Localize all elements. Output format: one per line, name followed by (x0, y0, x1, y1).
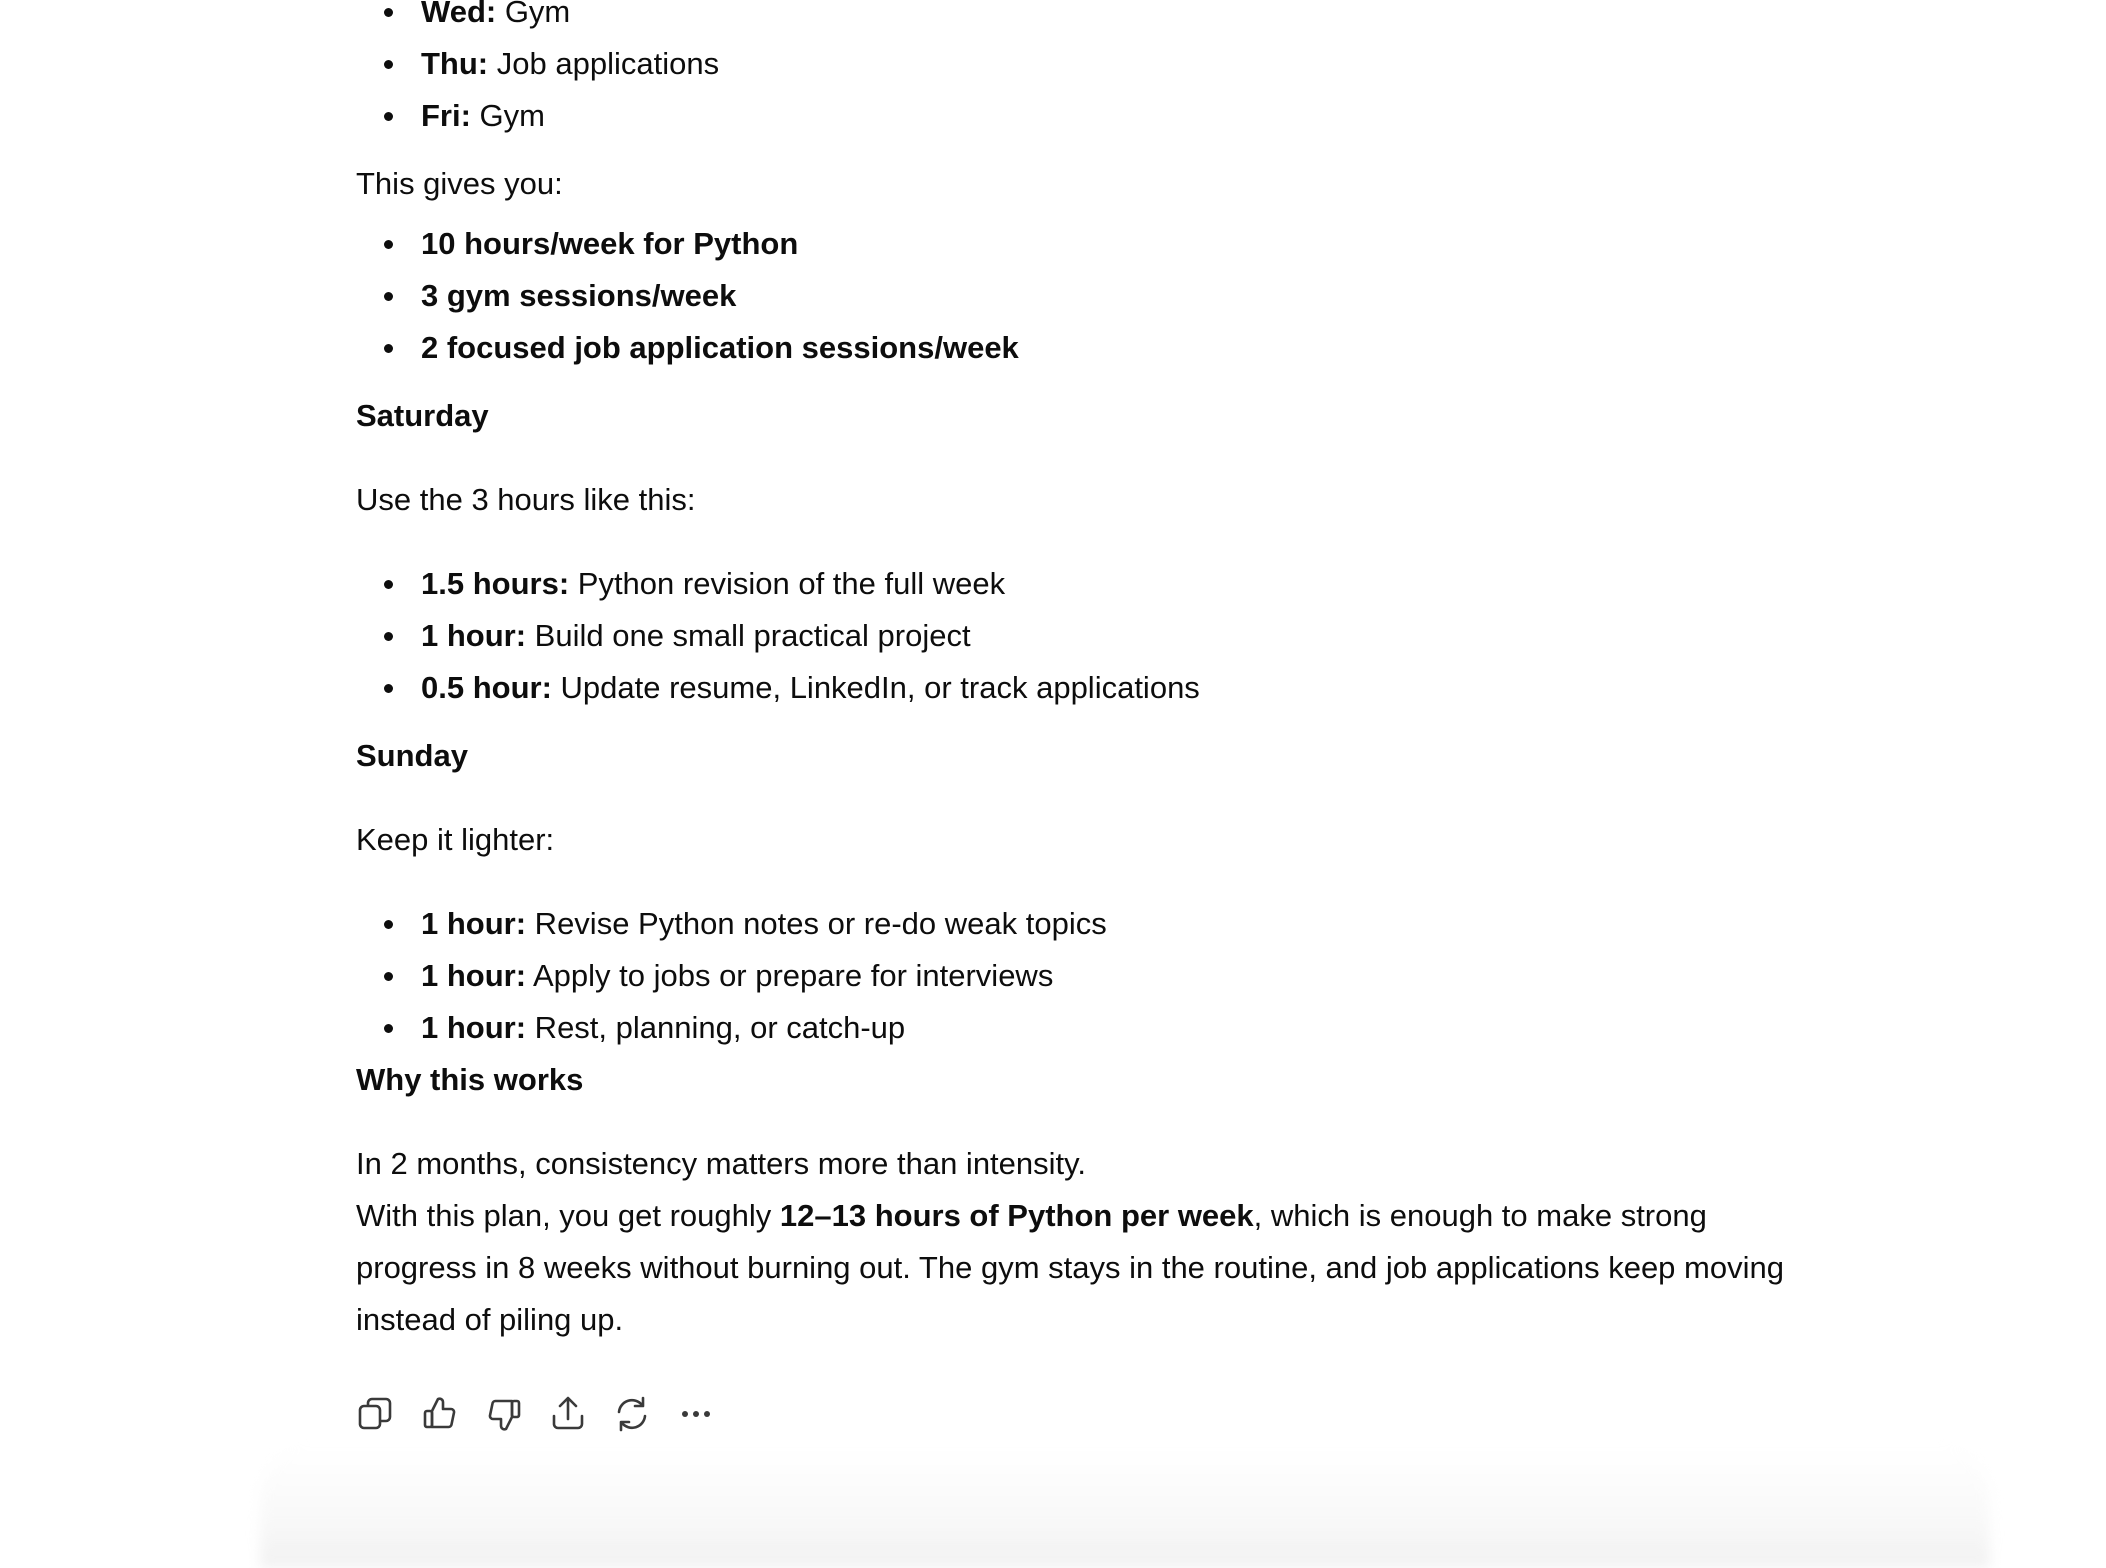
why-line-4: instead of piling up. (356, 1302, 624, 1337)
share-icon (548, 1394, 588, 1434)
list-item (356, 38, 1876, 90)
list-item: 1 hour: Rest, planning, or catch-up (356, 1002, 1876, 1054)
sunday-list (356, 898, 1876, 1054)
day-task: Job applications (488, 46, 720, 81)
sunday-intro: Keep it lighter: (356, 822, 555, 857)
day-label: Thu: (421, 46, 489, 81)
why-line-3: progress in 8 weeks without burning out. The gym stays in the routine, and job applications keep moving (356, 1250, 1784, 1285)
thumbs-up-icon (420, 1394, 460, 1434)
share-button[interactable] (548, 1390, 612, 1438)
assistant-message (356, 0, 1876, 1346)
thumbs-down-icon (484, 1394, 524, 1434)
day-label: Fri: (421, 98, 471, 133)
saturday-intro: Use the 3 hours like this: (356, 482, 696, 517)
list-item: 1.5 hours: Python revision of the full week (356, 558, 1876, 610)
list-item: 2 focused job application sessions/week (356, 322, 1876, 374)
weekday-list (356, 0, 1876, 142)
list-item: 1 hour: Build one small practical project (356, 610, 1876, 662)
thumbs-up-button[interactable] (420, 1390, 484, 1438)
thumbs-down-button[interactable] (484, 1390, 548, 1438)
list-item: 0.5 hour: Update resume, LinkedIn, or track applications (356, 662, 1876, 714)
why-line-2: With this plan, you get roughly 12–13 hours of Python per week, which is enough to make strong (356, 1198, 1707, 1233)
list-item: 1 hour: Apply to jobs or prepare for interviews (356, 950, 1876, 1002)
list-item: 10 hours/week for Python (356, 218, 1876, 270)
composer-shadow (260, 1440, 1990, 1568)
message-actions-toolbar (356, 1390, 740, 1438)
day-task: Gym (470, 98, 545, 133)
why-heading: Why this works (356, 1062, 584, 1097)
sunday-heading: Sunday (356, 738, 468, 773)
more-icon (676, 1394, 716, 1434)
gives-list (356, 218, 1876, 374)
list-item (356, 90, 1876, 142)
list-item: 3 gym sessions/week (356, 270, 1876, 322)
copy-button[interactable] (356, 1390, 420, 1438)
regenerate-button[interactable] (612, 1390, 676, 1438)
why-line-1: In 2 months, consistency matters more than intensity. (356, 1146, 1086, 1181)
gives-intro: This gives you: (356, 166, 563, 201)
more-options-button[interactable] (676, 1390, 740, 1438)
day-task: Gym (496, 0, 571, 29)
saturday-heading: Saturday (356, 398, 489, 433)
list-item (356, 0, 1876, 38)
saturday-list (356, 558, 1876, 714)
why-paragraph (356, 1138, 1876, 1346)
day-label: Wed: (421, 0, 497, 29)
copy-icon (356, 1394, 396, 1434)
list-item: 1 hour: Revise Python notes or re-do weak topics (356, 898, 1876, 950)
regenerate-icon (612, 1394, 652, 1434)
